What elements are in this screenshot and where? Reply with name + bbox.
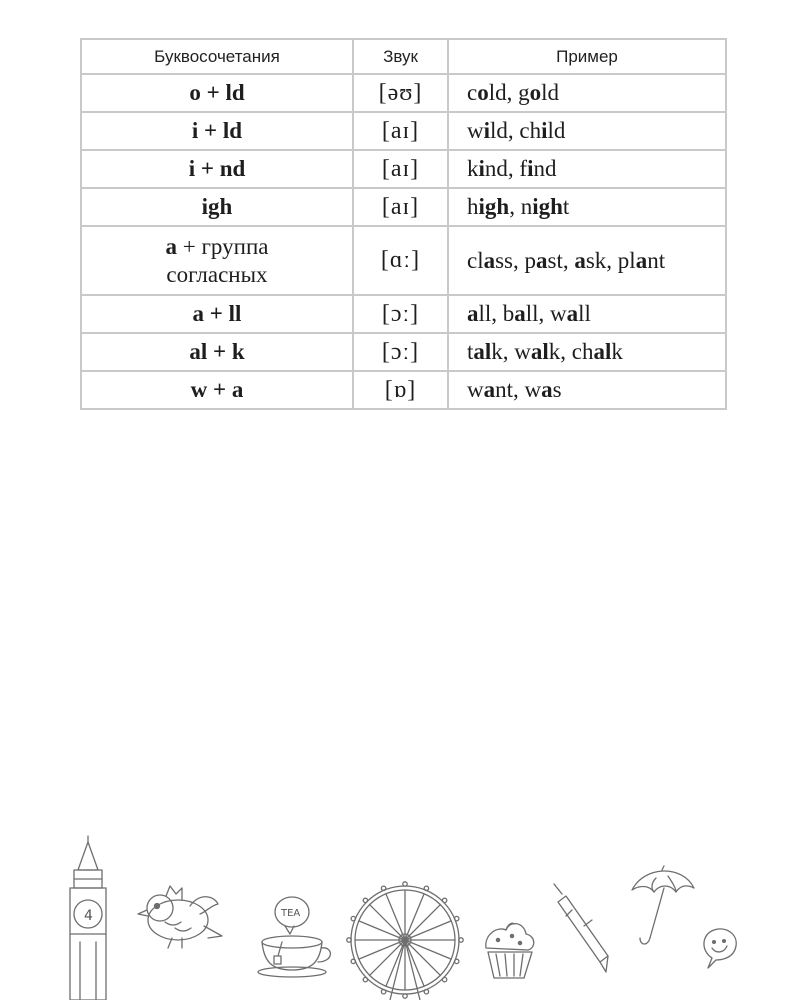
cupcake-icon bbox=[486, 923, 534, 978]
sound-cell: [ɒ] bbox=[353, 371, 448, 409]
clock-number: 4 bbox=[84, 908, 93, 924]
bold-fragment: al + k bbox=[189, 339, 245, 364]
table-row bbox=[81, 150, 726, 188]
bold-fragment: a + ll bbox=[192, 301, 242, 326]
example-cell: kind, find bbox=[448, 150, 726, 188]
table-row bbox=[81, 226, 726, 295]
letter-combination-cell bbox=[81, 371, 353, 409]
bold-fragment: igh bbox=[478, 194, 510, 219]
letter-combination-cell bbox=[81, 188, 353, 226]
bold-fragment: a bbox=[635, 247, 648, 273]
letter-combination-cell bbox=[81, 74, 353, 112]
bold-fragment: a bbox=[566, 301, 579, 326]
bold-fragment: al bbox=[530, 339, 549, 364]
teacup-icon bbox=[258, 897, 330, 977]
example-cell: want, was bbox=[448, 371, 726, 409]
bold-fragment: igh bbox=[201, 194, 233, 219]
table-row bbox=[81, 371, 726, 409]
bold-fragment: igh bbox=[532, 194, 563, 219]
bold-fragment: a bbox=[514, 301, 526, 326]
sound-cell: [aɪ] bbox=[353, 112, 448, 150]
bold-fragment: a bbox=[483, 247, 496, 273]
sound-cell: [əʊ] bbox=[353, 74, 448, 112]
ferris-wheel-icon bbox=[347, 882, 463, 1000]
table-row bbox=[81, 188, 726, 226]
bold-fragment: i + ld bbox=[191, 118, 243, 143]
bold-fragment: o bbox=[477, 80, 489, 105]
example-cell: all, ball, wall bbox=[448, 295, 726, 333]
sound-cell: [aɪ] bbox=[353, 150, 448, 188]
letter-combination-cell bbox=[81, 150, 353, 188]
tea-label: TEA bbox=[281, 908, 301, 919]
big-ben-icon bbox=[70, 836, 106, 1000]
letter-combination-cell: a + группа согласных bbox=[81, 226, 353, 295]
pen-icon bbox=[554, 884, 608, 972]
table-row bbox=[81, 112, 726, 150]
bold-fragment: i bbox=[541, 118, 548, 143]
bird-icon bbox=[138, 886, 222, 948]
table-row bbox=[81, 295, 726, 333]
example-cell: talk, walk, chalk bbox=[448, 333, 726, 371]
letter-combination-cell bbox=[81, 295, 353, 333]
bold-fragment: a bbox=[541, 377, 553, 402]
sound-cell: [aɪ] bbox=[353, 188, 448, 226]
bold-fragment: a bbox=[536, 247, 548, 273]
sound-cell: [ɔː] bbox=[353, 295, 448, 333]
bold-fragment: i bbox=[483, 118, 491, 143]
bold-fragment: a bbox=[467, 301, 479, 326]
bold-fragment: a bbox=[574, 247, 586, 273]
header-sound: Звук bbox=[353, 39, 448, 74]
bold-fragment: i bbox=[527, 156, 534, 181]
umbrella-icon bbox=[632, 866, 694, 944]
header-example: Пример bbox=[448, 39, 726, 74]
header-combinations: Буквосочетания bbox=[81, 39, 353, 74]
table-row bbox=[81, 74, 726, 112]
letter-combination-cell bbox=[81, 333, 353, 371]
bold-fragment: i + nd bbox=[188, 156, 246, 181]
example-cell: wild, child bbox=[448, 112, 726, 150]
bold-fragment: o bbox=[529, 80, 542, 105]
bold-fragment: al bbox=[473, 339, 492, 364]
sound-cell: [ɔː] bbox=[353, 333, 448, 371]
table-header-row bbox=[81, 39, 726, 74]
letter-combination-cell bbox=[81, 112, 353, 150]
bold-fragment: i bbox=[478, 156, 485, 181]
phonics-table bbox=[80, 38, 727, 410]
smiley-icon bbox=[704, 929, 736, 968]
bold-fragment: o + ld bbox=[189, 80, 245, 105]
bold-fragment: a bbox=[165, 233, 178, 259]
example-cell: high, night bbox=[448, 188, 726, 226]
bold-fragment: al bbox=[593, 339, 612, 364]
example-cell: cold, gold bbox=[448, 74, 726, 112]
sound-cell: [ɑː] bbox=[353, 226, 448, 295]
example-cell: class, past, ask, plant bbox=[448, 226, 726, 295]
london-doodles bbox=[0, 830, 786, 1000]
table-row bbox=[81, 333, 726, 371]
bold-fragment: w + a bbox=[190, 377, 244, 402]
bold-fragment: a bbox=[483, 377, 496, 402]
